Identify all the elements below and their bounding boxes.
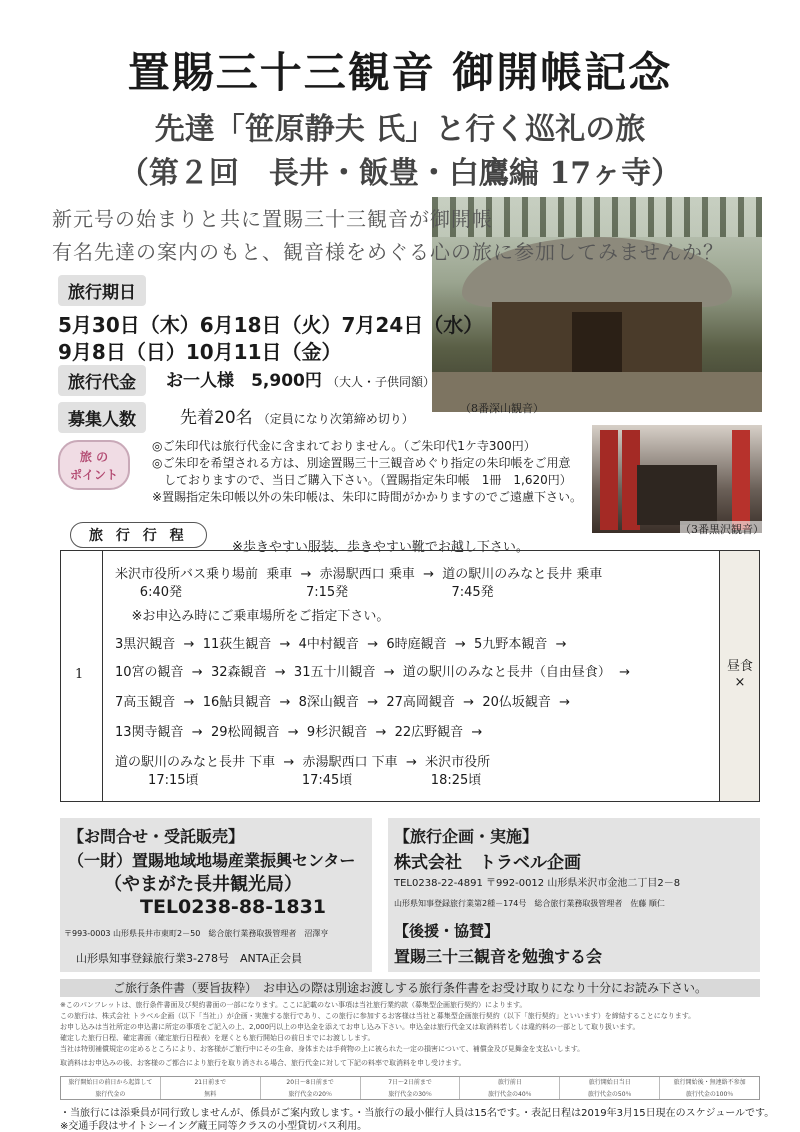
cancel-cell-text: 無料 bbox=[204, 1091, 217, 1098]
meal-label: 昼食 bbox=[726, 659, 753, 674]
route-line: 3黒沢観音 → 11荻生観音 → 4中村観音 → 6時庭観音 → 5九野本観音 → bbox=[115, 637, 567, 652]
day-number: 1 bbox=[75, 667, 84, 682]
contact-address: 〒993-0003 山形県長井市東町2－50 総合旅行業務取扱管理者 沼澤亨 bbox=[64, 929, 329, 938]
capacity-note: （定員になり次第締め切り） bbox=[257, 412, 414, 426]
planning-heading: 【旅行企画・実施】 bbox=[394, 827, 539, 846]
cancel-cell-text: 旅行代金の20％ bbox=[288, 1091, 332, 1098]
cancellation-table bbox=[60, 1076, 760, 1100]
cancel-cell-text: 旅行代金の100％ bbox=[685, 1091, 734, 1098]
cancel-cell bbox=[660, 1077, 759, 1099]
price-row bbox=[166, 366, 435, 391]
conditions-text: この旅行は、株式会社 トラベル企画（以下「当社」）が企画・実施する旅行であり、この旅行に参加するお客様は当社と募集型企画旅行契約（以下「旅行契約」といいます）を締結することになります。 bbox=[60, 1012, 696, 1020]
contact-heading: 【お問合せ・受託販売】 bbox=[68, 827, 245, 846]
route-time: 6:40発 7:15発 7:45発 bbox=[115, 585, 494, 600]
point-label-2: ポイント bbox=[69, 468, 118, 482]
temple-door bbox=[572, 312, 622, 372]
route-line: 13関寺観音 → 29松岡観音 → 9杉沢観音 → 22広野観音 → bbox=[115, 725, 483, 740]
contact-org-1: （一財）置賜地域地場産業振興センター bbox=[68, 851, 356, 870]
point-note: ◎ご朱印を希望される方は、別途置賜三十三観音めぐり指定の朱印帳をご用意 bbox=[152, 456, 571, 470]
meal-mark: × bbox=[734, 675, 746, 690]
cancel-cell bbox=[61, 1077, 161, 1099]
red-banner bbox=[732, 430, 750, 530]
conditions-text: ※このパンフレットは、旅行条件書面及び契約書面の一部になります。ここに記載のない事項は当社旅行業約款（募集型企画旅行契約）によります。 bbox=[60, 1001, 527, 1009]
point-note: ◎ご朱印代は旅行代金に含まれておりません。（ご朱印代1ケ寺300円） bbox=[152, 439, 536, 453]
cancel-cell-text: 旅行開始日の前日から起算して bbox=[68, 1079, 153, 1086]
temple-hall bbox=[492, 302, 702, 372]
cancel-cell-text: 7日～2日前まで bbox=[388, 1079, 432, 1086]
capacity-value: 先着20名 bbox=[180, 408, 253, 428]
conditions-text: 取消料はお申込みの後、お客様のご都合により旅行を取り消される場合、旅行代金に対して下記の料率で取消料を申し受けます。 bbox=[60, 1059, 466, 1067]
intro-line-2: 有名先達の案内のもと、観音様をめぐる心の旅に参加してみませんか？ bbox=[52, 240, 724, 264]
itinerary-note: ※歩きやすい服装、歩きやすい靴でお越し下さい。 bbox=[232, 540, 529, 555]
conditions-heading: ご旅行条件書（要旨抜粋） お申込の際は別途お渡しする旅行条件書をお受け取りになり十分にお読み下さい。 bbox=[60, 979, 760, 997]
edition-title: （第２回 長井・飯豊・白鷹編 17ヶ寺） bbox=[118, 156, 682, 191]
day-column bbox=[61, 551, 103, 801]
shrine-building bbox=[637, 465, 717, 525]
planning-company: 株式会社 トラベル企画 bbox=[394, 853, 581, 873]
photo-caption-main: （8番深山観音） bbox=[460, 402, 544, 415]
cancel-cell-text: 旅行開始後・無連絡不参加 bbox=[673, 1079, 746, 1086]
price-label: 旅行代金 bbox=[58, 365, 146, 396]
capacity-label: 募集人数 bbox=[58, 402, 146, 433]
point-note: ※置賜指定朱印帳以外の朱印帳は、朱印に時間がかかりますのでご遠慮下さい。 bbox=[152, 490, 583, 504]
cancel-cell-text: 旅行代金の30％ bbox=[388, 1091, 432, 1098]
cancel-cell-text: 21日前まで bbox=[194, 1079, 227, 1086]
page-subtitle: 先達「笹原静夫 氏」と行く巡礼の旅 bbox=[154, 112, 646, 147]
route-line: 7高玉観音 → 16鮎貝観音 → 8深山観音 → 27高岡観音 → 20仏坂観音 → bbox=[115, 695, 571, 710]
cancel-cell-text: 旅行前日 bbox=[497, 1079, 522, 1086]
conditions-text: お申し込みは当社所定の申込書に所定の事項をご記入の上、2,000円以上の申込金を添えてお申し込み下さい。申込金は旅行代金又は取消料若しくは違約料の一部として取り扱います。 bbox=[60, 1023, 640, 1031]
capacity-row bbox=[180, 403, 414, 428]
itinerary-table bbox=[60, 550, 760, 802]
meal-column bbox=[719, 551, 759, 801]
route-line: 米沢市役所バス乗り場前 乗車 → 赤湯駅西口 乗車 → 道の駅川のみなと長井 乗車 bbox=[115, 567, 603, 582]
price-prefix: お一人様 bbox=[166, 371, 234, 391]
cancel-cell-text: 旅行代金の40％ bbox=[488, 1091, 532, 1098]
cancel-cell bbox=[361, 1077, 461, 1099]
schedule-dates-2: 9月8日（日）10月11日（金） bbox=[58, 340, 342, 364]
cancel-cell-text: 旅行代金の bbox=[95, 1091, 126, 1098]
support-org: 置賜三十三観音を勉強する会 bbox=[394, 947, 603, 966]
price-amount: 5,900円 bbox=[251, 371, 322, 391]
intro-line-1: 新元号の始まりと共に置賜三十三観音が御開帳 bbox=[52, 207, 493, 231]
planning-box bbox=[388, 818, 760, 972]
cancel-cell bbox=[560, 1077, 660, 1099]
meal-cell bbox=[724, 659, 756, 691]
cancel-cell-text: 旅行代金の50％ bbox=[587, 1091, 632, 1098]
contact-tel: TEL0238-88-1831 bbox=[140, 896, 327, 918]
support-heading: 【後援・協賛】 bbox=[394, 922, 500, 940]
route-note: ※お申込み時にご乗車場所をご指定下さい。 bbox=[115, 609, 390, 624]
footer-note-2: ※交通手段はサイトシーイング蔵王同等クラスの小型貸切バス利用。 bbox=[60, 1121, 368, 1132]
cancel-cell bbox=[261, 1077, 361, 1099]
contact-org-2: （やまがた長井観光局） bbox=[104, 874, 302, 895]
point-notes bbox=[152, 438, 582, 506]
cancel-cell-text: 旅行開始日当日 bbox=[588, 1079, 631, 1086]
page-title: 置賜三十三観音 御開帳記念 bbox=[127, 48, 673, 97]
cancel-cell bbox=[161, 1077, 261, 1099]
itinerary-label: 旅 行 行 程 bbox=[70, 522, 207, 548]
cancel-cell bbox=[460, 1077, 560, 1099]
point-note: しておりますので、当日ご購入下さい。（置賜指定朱印帳 1冊 1,620円） bbox=[152, 473, 572, 487]
temple-photo-secondary bbox=[592, 425, 762, 533]
route-line: 10宮の観音 → 32森観音 → 31五十川観音 → 道の駅川のみなと長井（自由昼食） → bbox=[115, 665, 631, 680]
point-label-1: 旅 の bbox=[79, 450, 109, 464]
schedule-dates-1: 5月30日（木）6月18日（火）7月24日（水） bbox=[58, 313, 484, 337]
price-note: （大人・子供同額） bbox=[326, 375, 435, 389]
conditions-text: 当社は特別補償規定の定めるところにより、お客様がご旅行中にその生命、身体または手荷物の上に被られた一定の損害について、補償金及び見舞金を支払いします。 bbox=[60, 1045, 585, 1053]
photo-caption-secondary: （3番黒沢観音） bbox=[680, 523, 764, 536]
contact-box bbox=[60, 818, 372, 972]
planning-address: TEL0238-22-4891 〒992-0012 山形県米沢市金池二丁目2－8 bbox=[394, 878, 681, 889]
red-banner bbox=[600, 430, 618, 530]
cancel-cell-text: 20日～8日前まで bbox=[286, 1079, 334, 1086]
footer-note-1: ・当旅行には添乗員が同行致しませんが、係員がご案内致します。・当旅行の最小催行人員は15名です。・表記日程は2019年3月15日現在のスケジュールです。 bbox=[60, 1108, 775, 1119]
schedule-label: 旅行期日 bbox=[58, 275, 146, 306]
route-line: 道の駅川のみなと長井 下車 → 赤湯駅西口 下車 → 米沢市役所 bbox=[115, 755, 491, 770]
planning-license: 山形県知事登録旅行業第2種－174号 総合旅行業務取扱管理者 佐藤 順仁 bbox=[394, 899, 665, 908]
travel-point-badge bbox=[58, 440, 130, 490]
contact-license: 山形県知事登録旅行業3-278号 ANTA正会員 bbox=[76, 952, 303, 965]
conditions-text: 確定した旅行日程、確定書面（確定旅行日程表）を遅くとも旅行開始日の前日までにお渡しします。 bbox=[60, 1034, 375, 1042]
route-time: 17:15頃 17:45頃 18:25頃 bbox=[115, 773, 482, 788]
